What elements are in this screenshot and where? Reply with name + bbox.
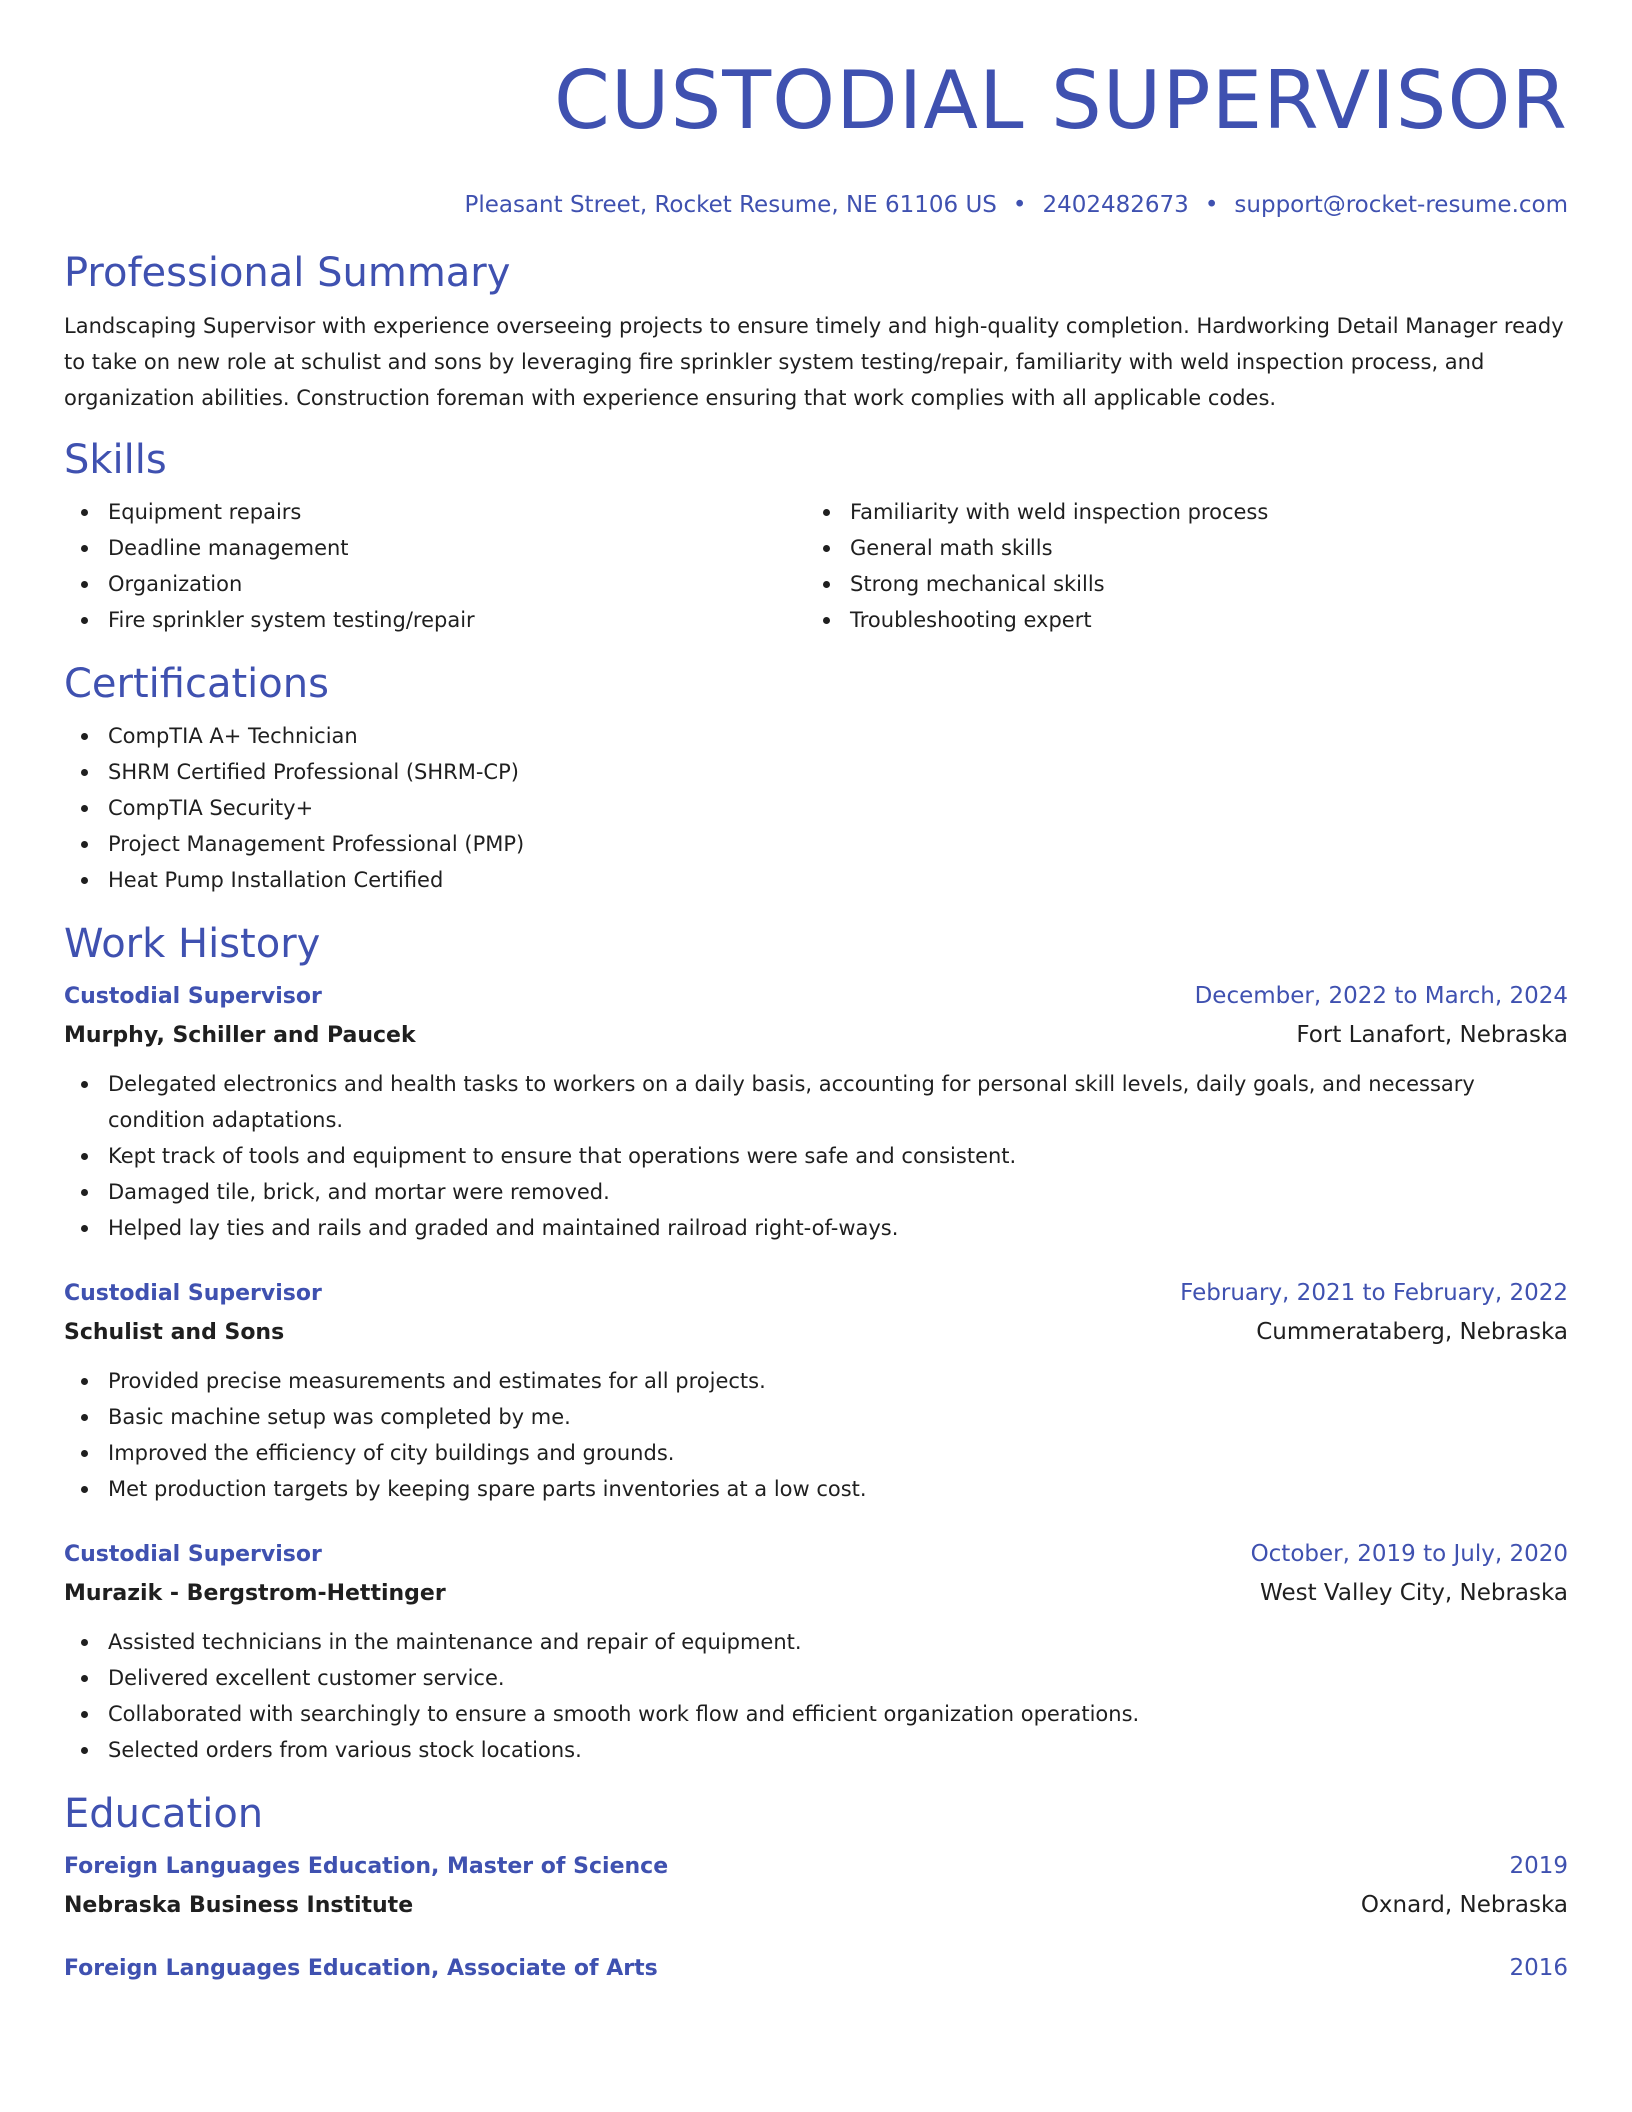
job-header <box>64 1275 1568 1312</box>
education-header <box>64 1848 1568 1885</box>
skills-column-left <box>64 494 806 638</box>
list-item: Project Management Professional (PMP) <box>64 826 1568 862</box>
education-subheader <box>64 1885 1568 1926</box>
job-dates: October, 2019 to July, 2020 <box>1250 1541 1568 1567</box>
school-location: Oxnard, Nebraska <box>1360 1892 1568 1918</box>
job-title: Custodial Supervisor <box>64 1542 322 1567</box>
summary-heading: Professional Summary <box>64 250 511 296</box>
skills-list <box>64 494 1568 638</box>
separator-dot: • <box>1204 192 1219 218</box>
certifications-heading: Certifications <box>64 661 329 707</box>
job-duties <box>64 1624 1568 1768</box>
graduation-year: 2019 <box>1509 1853 1568 1879</box>
job-location: Cummerataberg, Nebraska <box>1256 1319 1568 1345</box>
list-item: Improved the efficiency of city buildings and grounds. <box>64 1435 1568 1471</box>
list-item: Delegated electronics and health tasks to workers on a daily basis, accounting for personal skill levels, daily goals, and necessary condition adaptations. <box>64 1066 1568 1138</box>
list-item: Deadline management <box>64 530 806 566</box>
list-item: Assisted technicians in the maintenance and repair of equipment. <box>64 1624 1568 1660</box>
job-subheader <box>64 1312 1568 1353</box>
resume-page <box>64 52 1568 1987</box>
list-item: Kept track of tools and equipment to ensure that operations were safe and consistent. <box>64 1138 1568 1174</box>
job-title: Custodial Supervisor <box>64 984 322 1009</box>
list-item: Damaged tile, brick, and mortar were removed. <box>64 1174 1568 1210</box>
certifications-list <box>64 718 1568 898</box>
job-entry <box>64 1536 1568 1768</box>
degree-name: Foreign Languages Education, Master of Science <box>64 1854 669 1879</box>
list-item: General math skills <box>806 530 1548 566</box>
education-entry <box>64 1950 1568 1987</box>
job-dates: February, 2021 to February, 2022 <box>1180 1280 1568 1306</box>
list-item: Selected orders from various stock locations. <box>64 1732 1568 1768</box>
job-header <box>64 1536 1568 1573</box>
list-item: Familiarity with weld inspection process <box>806 494 1548 530</box>
list-item: Collaborated with searchingly to ensure a smooth work flow and efficient organization operations. <box>64 1696 1568 1732</box>
list-item: Heat Pump Installation Certified <box>64 862 1568 898</box>
list-item: CompTIA Security+ <box>64 790 1568 826</box>
list-item: Strong mechanical skills <box>806 566 1548 602</box>
education-heading: Education <box>64 1791 264 1837</box>
job-subheader <box>64 1015 1568 1056</box>
job-location: West Valley City, Nebraska <box>1260 1580 1568 1606</box>
employer-name: Murphy, Schiller and Paucek <box>64 1023 416 1048</box>
separator-dot: • <box>1012 192 1027 218</box>
list-item: Delivered excellent customer service. <box>64 1660 1568 1696</box>
job-dates: December, 2022 to March, 2024 <box>1194 983 1568 1009</box>
list-item: Fire sprinkler system testing/repair <box>64 602 806 638</box>
list-item: CompTIA A+ Technician <box>64 718 1568 754</box>
page-title: CUSTODIAL SUPERVISOR <box>554 54 1568 147</box>
job-subheader <box>64 1573 1568 1614</box>
list-item: Met production targets by keeping spare parts inventories at a low cost. <box>64 1471 1568 1507</box>
school-name: Nebraska Business Institute <box>64 1893 414 1918</box>
job-location: Fort Lanafort, Nebraska <box>1296 1022 1568 1048</box>
list-item: SHRM Certified Professional (SHRM-CP) <box>64 754 1568 790</box>
list-item: Equipment repairs <box>64 494 806 530</box>
work-history-heading: Work History <box>64 921 321 967</box>
address-text: Pleasant Street, Rocket Resume, NE 61106 US <box>464 192 997 218</box>
job-entry <box>64 978 1568 1246</box>
list-item: Organization <box>64 566 806 602</box>
phone-text: 2402482673 <box>1042 192 1189 218</box>
job-entry <box>64 1275 1568 1507</box>
summary-text: Landscaping Supervisor with experience overseeing projects to ensure timely and high-quality completion. Hardworking Detail Manager ready to take on new role at schulist and sons by leveraging fire sprinkler system testing/repair, familiarity with weld inspection process, and organization abilities. Construction foreman with experience ensuring that work complies with all applicable codes. <box>64 314 1564 410</box>
education-header <box>64 1950 1568 1987</box>
employer-name: Schulist and Sons <box>64 1320 285 1345</box>
list-item: Basic machine setup was completed by me. <box>64 1399 1568 1435</box>
job-duties <box>64 1363 1568 1507</box>
degree-name: Foreign Languages Education, Associate of Arts <box>64 1956 658 1981</box>
education-entry <box>64 1848 1568 1926</box>
employer-name: Murazik - Bergstrom-Hettinger <box>64 1581 446 1606</box>
list-item: Helped lay ties and rails and graded and maintained railroad right-of-ways. <box>64 1210 1568 1246</box>
job-title: Custodial Supervisor <box>64 1281 322 1306</box>
skills-heading: Skills <box>64 437 167 483</box>
email-text: support@rocket-resume.com <box>1234 192 1568 218</box>
job-header <box>64 978 1568 1015</box>
graduation-year: 2016 <box>1509 1955 1568 1981</box>
job-duties <box>64 1066 1568 1246</box>
list-item: Troubleshooting expert <box>806 602 1548 638</box>
contact-line <box>64 190 1568 220</box>
list-item: Provided precise measurements and estimates for all projects. <box>64 1363 1568 1399</box>
skills-column-right <box>806 494 1548 638</box>
